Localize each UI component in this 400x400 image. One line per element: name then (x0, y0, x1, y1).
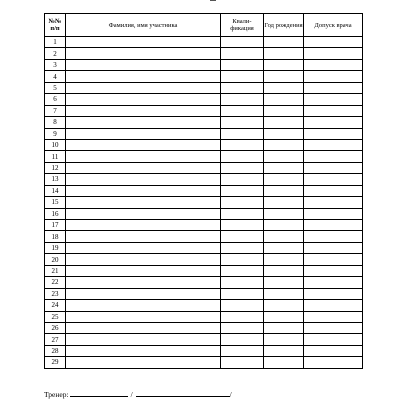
table-row (45, 174, 363, 185)
header-name (66, 14, 221, 37)
birth-year-cell[interactable] (264, 117, 304, 128)
doctor-clearance-cell[interactable] (304, 231, 363, 242)
birth-year-cell[interactable] (264, 231, 304, 242)
table-row (45, 197, 363, 208)
row-number: 13 (45, 174, 66, 185)
birth-year-cell[interactable] (264, 197, 304, 208)
qualification-cell[interactable] (221, 48, 264, 59)
name-cell[interactable] (66, 357, 221, 368)
qualification-cell[interactable] (221, 37, 264, 48)
doctor-clearance-cell[interactable] (304, 128, 363, 139)
birth-year-cell[interactable] (264, 82, 304, 93)
qualification-cell[interactable] (221, 345, 264, 356)
name-cell[interactable] (66, 311, 221, 322)
row-number: 27 (45, 334, 66, 345)
table-row (45, 277, 363, 288)
name-cell[interactable] (66, 242, 221, 253)
row-number: 19 (45, 242, 66, 253)
table-row (45, 162, 363, 173)
header-birth-year-label: Год рождения (264, 21, 303, 29)
doctor-clearance-cell[interactable] (304, 139, 363, 150)
row-number: 29 (45, 357, 66, 368)
name-cell[interactable] (66, 139, 221, 150)
signature-slash-open: / (130, 390, 133, 399)
table-body (45, 37, 363, 369)
table-row (45, 208, 363, 219)
doctor-clearance-cell[interactable] (304, 59, 363, 70)
doctor-clearance-cell[interactable] (304, 277, 363, 288)
table-row (45, 265, 363, 276)
header-doctor-clearance (304, 14, 363, 37)
participant-table (44, 13, 363, 369)
doctor-clearance-cell[interactable] (304, 322, 363, 333)
page-top-mark (210, 0, 216, 3)
birth-year-cell[interactable] (264, 254, 304, 265)
doctor-clearance-cell[interactable] (304, 37, 363, 48)
row-number: 14 (45, 185, 66, 196)
row-number: 18 (45, 231, 66, 242)
qualification-cell[interactable] (221, 59, 264, 70)
doctor-clearance-cell[interactable] (304, 48, 363, 59)
doctor-clearance-cell[interactable] (304, 197, 363, 208)
qualification-cell[interactable] (221, 174, 264, 185)
row-number: 16 (45, 208, 66, 219)
trainer-signature-line (44, 389, 232, 399)
name-cell[interactable] (66, 185, 221, 196)
row-number: 8 (45, 117, 66, 128)
name-cell[interactable] (66, 197, 221, 208)
row-number: 22 (45, 277, 66, 288)
header-number-label: №№ п/п (48, 18, 62, 32)
qualification-cell[interactable] (221, 151, 264, 162)
signature-slash-close: / (229, 390, 232, 399)
table-row (45, 139, 363, 150)
table-header-row (45, 14, 363, 37)
table-row (45, 357, 363, 368)
doctor-clearance-cell[interactable] (304, 117, 363, 128)
trainer-name-blank[interactable] (136, 389, 230, 397)
qualification-cell[interactable] (221, 288, 264, 299)
name-cell[interactable] (66, 105, 221, 116)
table-row (45, 242, 363, 253)
qualification-cell[interactable] (221, 265, 264, 276)
qualification-cell[interactable] (221, 139, 264, 150)
birth-year-cell[interactable] (264, 37, 304, 48)
qualification-cell[interactable] (221, 322, 264, 333)
birth-year-cell[interactable] (264, 94, 304, 105)
name-cell[interactable] (66, 288, 221, 299)
row-number: 25 (45, 311, 66, 322)
doctor-clearance-cell[interactable] (304, 265, 363, 276)
name-cell[interactable] (66, 82, 221, 93)
birth-year-cell[interactable] (264, 162, 304, 173)
row-number: 17 (45, 220, 66, 231)
name-cell[interactable] (66, 265, 221, 276)
name-cell[interactable] (66, 300, 221, 311)
row-number: 2 (45, 48, 66, 59)
name-cell[interactable] (66, 37, 221, 48)
doctor-clearance-cell[interactable] (304, 151, 363, 162)
header-qualification (221, 14, 264, 37)
qualification-cell[interactable] (221, 254, 264, 265)
name-cell[interactable] (66, 128, 221, 139)
table-row (45, 220, 363, 231)
table-row (45, 231, 363, 242)
name-cell[interactable] (66, 59, 221, 70)
row-number: 6 (45, 94, 66, 105)
table-row (45, 300, 363, 311)
row-number: 20 (45, 254, 66, 265)
header-qualification-label: Квали-фикация (230, 18, 254, 32)
table-row (45, 105, 363, 116)
row-number: 11 (45, 151, 66, 162)
qualification-cell[interactable] (221, 334, 264, 345)
qualification-cell[interactable] (221, 277, 264, 288)
doctor-clearance-cell[interactable] (304, 220, 363, 231)
qualification-cell[interactable] (221, 311, 264, 322)
birth-year-cell[interactable] (264, 128, 304, 139)
row-number: 28 (45, 345, 66, 356)
row-number: 24 (45, 300, 66, 311)
doctor-clearance-cell[interactable] (304, 345, 363, 356)
row-number: 10 (45, 139, 66, 150)
birth-year-cell[interactable] (264, 59, 304, 70)
row-number: 21 (45, 265, 66, 276)
doctor-clearance-cell[interactable] (304, 311, 363, 322)
doctor-clearance-cell[interactable] (304, 300, 363, 311)
table-row (45, 151, 363, 162)
qualification-cell[interactable] (221, 357, 264, 368)
table-row (45, 71, 363, 82)
birth-year-cell[interactable] (264, 174, 304, 185)
row-number: 4 (45, 71, 66, 82)
name-cell[interactable] (66, 151, 221, 162)
doctor-clearance-cell[interactable] (304, 357, 363, 368)
table-row (45, 185, 363, 196)
birth-year-cell[interactable] (264, 220, 304, 231)
doctor-clearance-cell[interactable] (304, 82, 363, 93)
qualification-cell[interactable] (221, 117, 264, 128)
name-cell[interactable] (66, 117, 221, 128)
row-number: 26 (45, 322, 66, 333)
qualification-cell[interactable] (221, 208, 264, 219)
birth-year-cell[interactable] (264, 208, 304, 219)
table-row (45, 59, 363, 70)
birth-year-cell[interactable] (264, 288, 304, 299)
birth-year-cell[interactable] (264, 311, 304, 322)
qualification-cell[interactable] (221, 185, 264, 196)
row-number: 7 (45, 105, 66, 116)
table-row (45, 82, 363, 93)
birth-year-cell[interactable] (264, 265, 304, 276)
birth-year-cell[interactable] (264, 105, 304, 116)
birth-year-cell[interactable] (264, 71, 304, 82)
header-doctor-clearance-label: Допуск врача (314, 21, 352, 29)
doctor-clearance-cell[interactable] (304, 185, 363, 196)
doctor-clearance-cell[interactable] (304, 71, 363, 82)
birth-year-cell[interactable] (264, 48, 304, 59)
name-cell[interactable] (66, 174, 221, 185)
qualification-cell[interactable] (221, 242, 264, 253)
doctor-clearance-cell[interactable] (304, 334, 363, 345)
doctor-clearance-cell[interactable] (304, 254, 363, 265)
qualification-cell[interactable] (221, 300, 264, 311)
row-number: 3 (45, 59, 66, 70)
birth-year-cell[interactable] (264, 139, 304, 150)
birth-year-cell[interactable] (264, 185, 304, 196)
table-row (45, 48, 363, 59)
doctor-clearance-cell[interactable] (304, 94, 363, 105)
doctor-clearance-cell[interactable] (304, 242, 363, 253)
qualification-cell[interactable] (221, 94, 264, 105)
trainer-label: Тренер: (44, 390, 69, 399)
row-number: 5 (45, 82, 66, 93)
name-cell[interactable] (66, 208, 221, 219)
name-cell[interactable] (66, 220, 221, 231)
birth-year-cell[interactable] (264, 242, 304, 253)
table-row (45, 311, 363, 322)
name-cell[interactable] (66, 231, 221, 242)
birth-year-cell[interactable] (264, 322, 304, 333)
name-cell[interactable] (66, 48, 221, 59)
table-row (45, 128, 363, 139)
table-row (45, 288, 363, 299)
table-row (45, 334, 363, 345)
birth-year-cell[interactable] (264, 334, 304, 345)
name-cell[interactable] (66, 277, 221, 288)
qualification-cell[interactable] (221, 220, 264, 231)
header-name-label: Фамилия, имя участника (108, 21, 178, 29)
birth-year-cell[interactable] (264, 300, 304, 311)
birth-year-cell[interactable] (264, 277, 304, 288)
table-row (45, 345, 363, 356)
qualification-cell[interactable] (221, 162, 264, 173)
name-cell[interactable] (66, 334, 221, 345)
doctor-clearance-cell[interactable] (304, 174, 363, 185)
qualification-cell[interactable] (221, 71, 264, 82)
header-number (45, 14, 66, 37)
doctor-clearance-cell[interactable] (304, 288, 363, 299)
qualification-cell[interactable] (221, 105, 264, 116)
name-cell[interactable] (66, 94, 221, 105)
table-row (45, 94, 363, 105)
doctor-clearance-cell[interactable] (304, 105, 363, 116)
name-cell[interactable] (66, 322, 221, 333)
qualification-cell[interactable] (221, 197, 264, 208)
table-row (45, 117, 363, 128)
table-row (45, 254, 363, 265)
doctor-clearance-cell[interactable] (304, 208, 363, 219)
row-number: 12 (45, 162, 66, 173)
row-number: 23 (45, 288, 66, 299)
birth-year-cell[interactable] (264, 345, 304, 356)
name-cell[interactable] (66, 162, 221, 173)
qualification-cell[interactable] (221, 128, 264, 139)
header-birth-year (264, 14, 304, 37)
name-cell[interactable] (66, 345, 221, 356)
doctor-clearance-cell[interactable] (304, 162, 363, 173)
qualification-cell[interactable] (221, 231, 264, 242)
name-cell[interactable] (66, 71, 221, 82)
row-number: 15 (45, 197, 66, 208)
table-row (45, 322, 363, 333)
qualification-cell[interactable] (221, 82, 264, 93)
birth-year-cell[interactable] (264, 151, 304, 162)
name-cell[interactable] (66, 254, 221, 265)
row-number: 9 (45, 128, 66, 139)
table-row (45, 37, 363, 48)
trainer-signature-blank[interactable] (70, 389, 128, 397)
row-number: 1 (45, 37, 66, 48)
birth-year-cell[interactable] (264, 357, 304, 368)
